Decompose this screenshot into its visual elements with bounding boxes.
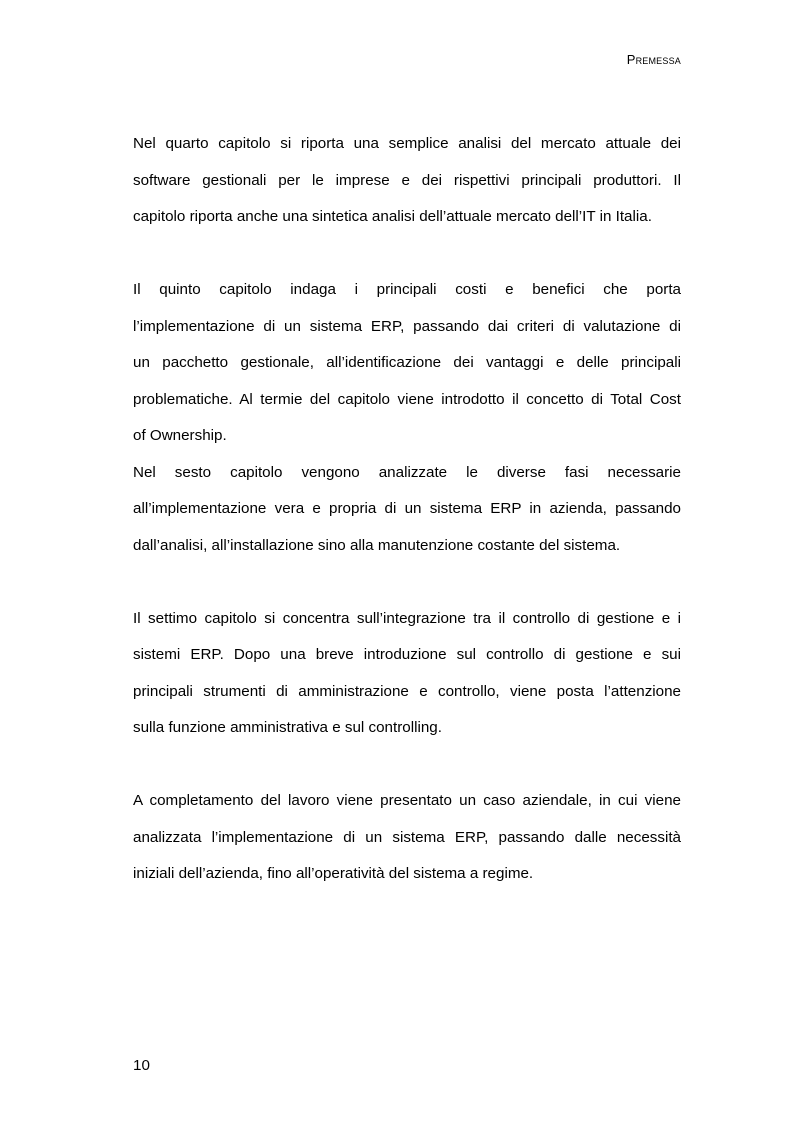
paragraph-line: sulla funzione amministrativa e sul controlling. <box>133 719 442 736</box>
paragraph-line: Il settimo capitolo si concentra sull’integrazione tra il controllo di gestione e i <box>133 609 681 627</box>
running-header: Premessa <box>626 52 681 67</box>
paragraph-line: l’implementazione di un sistema ERP, passando dai criteri di valutazione di <box>133 317 681 335</box>
paragraph-gap <box>133 567 681 604</box>
paragraph-gap <box>133 239 681 276</box>
paragraph-line: Nel sesto capitolo vengono analizzate le diverse fasi necessarie <box>133 463 681 481</box>
paragraph-line: Il quinto capitolo indaga i principali costi e benefici che porta <box>133 281 681 298</box>
paragraph-gap <box>133 750 681 787</box>
paragraph-line: iniziali dell’azienda, fino all’operatività del sistema a regime. <box>133 865 534 882</box>
paragraph-line: capitolo riporta anche una sintetica analisi dell’attuale mercato dell’IT in Italia. <box>133 208 652 225</box>
paragraph-line: sistemi ERP. Dopo una breve introduzione sul controllo di gestione e sui <box>133 646 681 663</box>
paragraph-line: Nel quarto capitolo si riporta una semplice analisi del mercato attuale dei <box>133 135 681 152</box>
paragraph-line: analizzata l’implementazione di un sistema ERP, passando dalle necessità <box>133 828 681 846</box>
paragraph-line: of Ownership. <box>133 427 227 444</box>
paragraph-line: all’implementazione vera e propria di un sistema ERP in azienda, passando <box>133 500 681 517</box>
page-number: 10 <box>133 1057 150 1074</box>
paragraph-line: software gestionali per le imprese e dei rispettivi principali produttori. Il <box>133 171 681 189</box>
paragraph-line: A completamento del lavoro viene presentato un caso aziendale, in cui viene <box>133 792 681 809</box>
paragraph-line: principali strumenti di amministrazione e controllo, viene posta l’attenzione <box>133 682 681 700</box>
paragraph-line: un pacchetto gestionale, all’identificazione dei vantaggi e delle principali <box>133 354 681 371</box>
paragraph-line: problematiche. Al termie del capitolo viene introdotto il concetto di Total Cost <box>133 390 681 408</box>
paragraph-line: dall’analisi, all’installazione sino alla manutenzione costante del sistema. <box>133 536 621 554</box>
body-text <box>133 129 681 896</box>
